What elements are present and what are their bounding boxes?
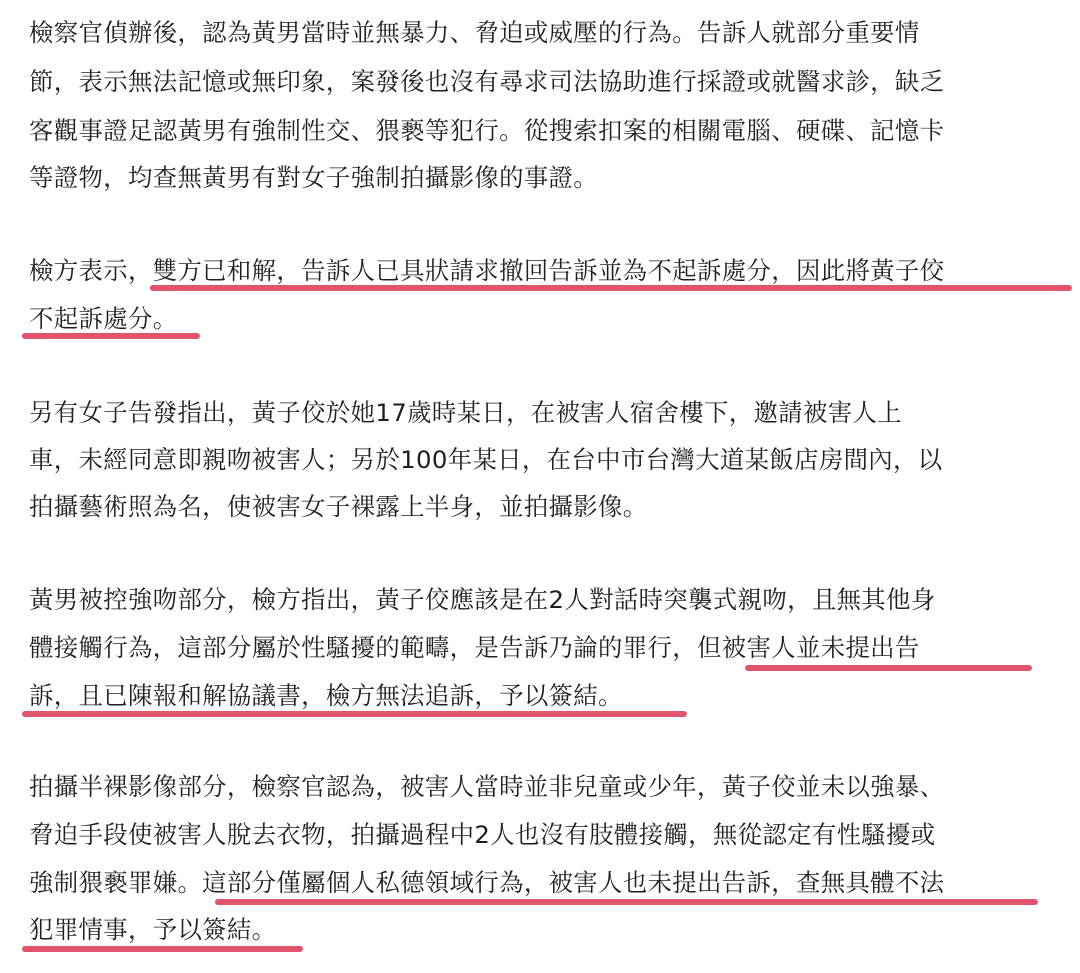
paragraph-4-line-2: 體接觸行為，這部分屬於性騷擾的範疇，是告訴乃論的罪行，但被害人並未提出告 — [29, 633, 920, 662]
paragraph-2-line-1: 檢方表示，雙方已和解，告訴人已具狀請求撤回告訴並為不起訴處分，因此將黃子佼 — [29, 256, 945, 285]
paragraph-3-line-3: 拍攝藝術照為名，使被害女子裸露上半身，並拍攝影像。 — [29, 492, 648, 521]
paragraph-2-line-2: 不起訴處分。 — [29, 304, 178, 333]
paragraph-4-line-3: 訴，且已陳報和解協議書，檢方無法追訴，予以簽結。 — [29, 681, 623, 710]
paragraph-5-line-1: 拍攝半裸影像部分，檢察官認為，被害人當時並非兒童或少年，黃子佼並未以強暴、 — [29, 772, 945, 801]
paragraph-3-line-2: 車，未經同意即親吻被害人；另於100年某日，在台中市台灣大道某飯店房間內，以 — [29, 445, 943, 474]
highlight-underline — [745, 665, 1032, 671]
paragraph-1-line-1: 檢察官偵辦後，認為黃男當時並無暴力、脅迫或威壓的行為。告訴人就部分重要情 — [29, 18, 920, 47]
highlight-underline — [22, 711, 687, 717]
paragraph-4-line-1: 黃男被控強吻部分，檢方指出，黃子佼應該是在2人對話時突襲式親吻，且無其他身 — [29, 585, 936, 614]
paragraph-5-line-4: 犯罪情事，予以簽結。 — [29, 915, 277, 944]
highlight-underline — [22, 333, 200, 339]
paragraph-5-line-3: 強制猥褻罪嫌。這部分僅屬個人私德領域行為，被害人也未提出告訴，查無具體不法 — [29, 868, 945, 897]
highlight-underline — [215, 899, 1038, 905]
paragraph-1-line-3: 客觀事證足認黃男有強制性交、猥褻等犯行。從搜索扣案的相關電腦、硬碟、記憶卡 — [29, 116, 945, 145]
highlight-underline — [22, 946, 303, 952]
paragraph-1-line-2: 節，表示無法記憶或無印象，案發後也沒有尋求司法協助進行採證或就醫求診，缺乏 — [29, 67, 945, 96]
highlight-underline — [150, 285, 1072, 291]
paragraph-5-line-2: 脅迫手段使被害人脫去衣物，拍攝過程中2人也沒有肢體接觸，無從認定有性騷擾或 — [29, 820, 936, 849]
paragraph-3-line-1: 另有女子告發指出，黃子佼於她17歲時某日，在被害人宿舍樓下，邀請被害人上 — [29, 398, 902, 427]
paragraph-1-line-4: 等證物，均查無黃男有對女子強制拍攝影像的事證。 — [29, 163, 599, 192]
